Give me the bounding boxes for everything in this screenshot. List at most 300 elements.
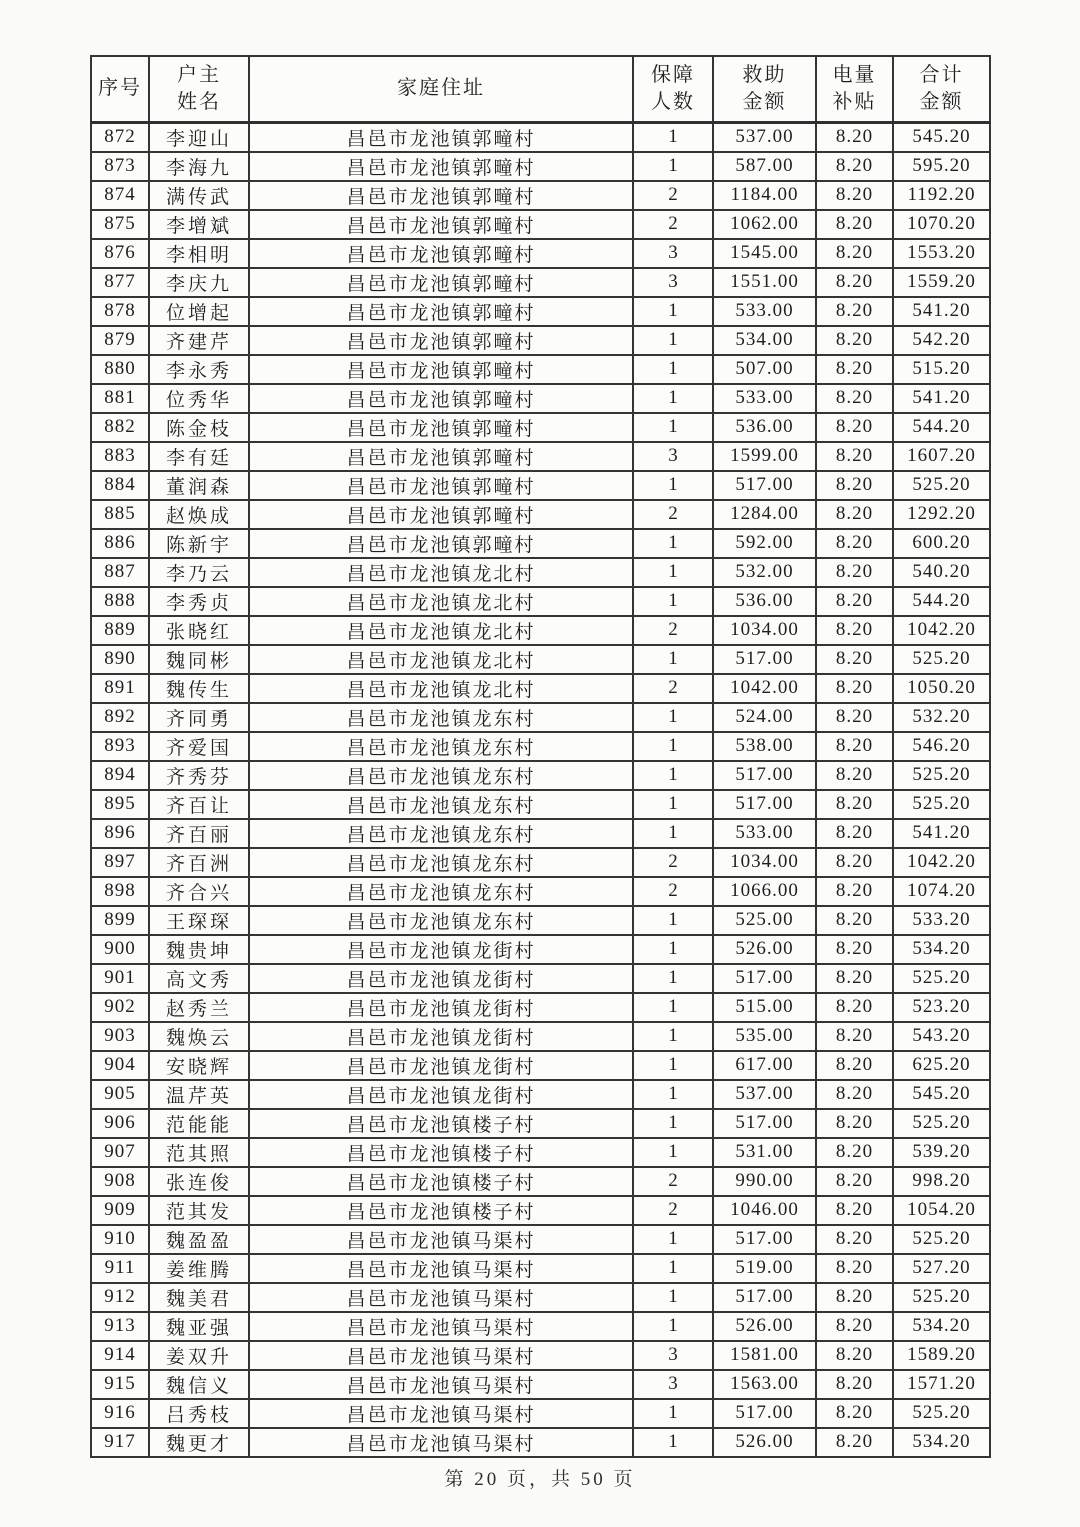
table-cell-index: 901 [91, 964, 149, 993]
table-cell-total: 1571.20 [893, 1370, 990, 1399]
table-cell-address: 昌邑市龙池镇郭疃村 [249, 210, 633, 239]
table-cell-persons: 1 [633, 1051, 713, 1080]
table-cell-persons: 1 [633, 935, 713, 964]
table-cell-name: 满传武 [149, 181, 249, 210]
table-cell-address: 昌邑市龙池镇郭疃村 [249, 297, 633, 326]
table-cell-subsidy: 8.20 [816, 442, 893, 471]
table-cell-address: 昌邑市龙池镇马渠村 [249, 1399, 633, 1428]
table-cell-persons: 2 [633, 1196, 713, 1225]
table-cell-persons: 2 [633, 616, 713, 645]
table-cell-persons: 1 [633, 1283, 713, 1312]
table-row [91, 1196, 990, 1225]
table-cell-name: 董润森 [149, 471, 249, 500]
table-cell-subsidy: 8.20 [816, 1312, 893, 1341]
table-cell-total: 525.20 [893, 790, 990, 819]
table-cell-total: 515.20 [893, 355, 990, 384]
table-cell-persons: 1 [633, 1312, 713, 1341]
table-cell-address: 昌邑市龙池镇龙街村 [249, 993, 633, 1022]
table-cell-address: 昌邑市龙池镇郭疃村 [249, 500, 633, 529]
table-cell-aid: 526.00 [713, 1312, 816, 1341]
table-cell-subsidy: 8.20 [816, 732, 893, 761]
column-header-persons: 保障 人数 [633, 56, 713, 122]
table-cell-name: 魏更才 [149, 1428, 249, 1457]
table-cell-address: 昌邑市龙池镇郭疃村 [249, 181, 633, 210]
table-cell-name: 魏同彬 [149, 645, 249, 674]
table-cell-index: 894 [91, 761, 149, 790]
table-cell-aid: 1046.00 [713, 1196, 816, 1225]
table-cell-index: 885 [91, 500, 149, 529]
table-cell-persons: 1 [633, 790, 713, 819]
table-cell-subsidy: 8.20 [816, 645, 893, 674]
table-cell-index: 874 [91, 181, 149, 210]
table-row [91, 674, 990, 703]
table-cell-subsidy: 8.20 [816, 355, 893, 384]
table-cell-aid: 1066.00 [713, 877, 816, 906]
table-cell-aid: 525.00 [713, 906, 816, 935]
table-cell-persons: 1 [633, 732, 713, 761]
table-row [91, 268, 990, 297]
table-row [91, 1225, 990, 1254]
table-row [91, 645, 990, 674]
table-row [91, 819, 990, 848]
table-cell-total: 525.20 [893, 1225, 990, 1254]
table-cell-name: 李乃云 [149, 558, 249, 587]
table-cell-persons: 2 [633, 181, 713, 210]
table-cell-name: 魏美君 [149, 1283, 249, 1312]
table-cell-total: 525.20 [893, 761, 990, 790]
table-cell-address: 昌邑市龙池镇龙街村 [249, 1080, 633, 1109]
table-cell-aid: 538.00 [713, 732, 816, 761]
table-cell-address: 昌邑市龙池镇郭疃村 [249, 326, 633, 355]
table-cell-subsidy: 8.20 [816, 616, 893, 645]
table-cell-aid: 1042.00 [713, 674, 816, 703]
table-cell-address: 昌邑市龙池镇马渠村 [249, 1341, 633, 1370]
table-cell-address: 昌邑市龙池镇龙北村 [249, 616, 633, 645]
table-cell-subsidy: 8.20 [816, 1138, 893, 1167]
table-cell-total: 534.20 [893, 1312, 990, 1341]
table-cell-total: 1074.20 [893, 877, 990, 906]
table-cell-aid: 990.00 [713, 1167, 816, 1196]
table-cell-index: 916 [91, 1399, 149, 1428]
table-header-row [91, 56, 990, 122]
table-cell-name: 魏盈盈 [149, 1225, 249, 1254]
table-cell-total: 525.20 [893, 645, 990, 674]
table-cell-persons: 1 [633, 529, 713, 558]
table-cell-aid: 1599.00 [713, 442, 816, 471]
table-row [91, 558, 990, 587]
table-cell-index: 903 [91, 1022, 149, 1051]
table-cell-persons: 1 [633, 1399, 713, 1428]
table-row [91, 1341, 990, 1370]
table-cell-persons: 1 [633, 1428, 713, 1457]
table-cell-name: 张晓红 [149, 616, 249, 645]
table-row [91, 993, 990, 1022]
table-cell-persons: 1 [633, 384, 713, 413]
table-row [91, 500, 990, 529]
table-cell-persons: 1 [633, 964, 713, 993]
table-cell-total: 525.20 [893, 1283, 990, 1312]
table-cell-aid: 517.00 [713, 761, 816, 790]
table-cell-aid: 592.00 [713, 529, 816, 558]
table-cell-name: 位秀华 [149, 384, 249, 413]
table-cell-name: 李相明 [149, 239, 249, 268]
table-cell-index: 897 [91, 848, 149, 877]
table-row [91, 1399, 990, 1428]
table-cell-address: 昌邑市龙池镇龙东村 [249, 848, 633, 877]
table-cell-address: 昌邑市龙池镇楼子村 [249, 1196, 633, 1225]
table-cell-address: 昌邑市龙池镇马渠村 [249, 1254, 633, 1283]
table-cell-persons: 1 [633, 993, 713, 1022]
table-cell-subsidy: 8.20 [816, 906, 893, 935]
table-cell-aid: 515.00 [713, 993, 816, 1022]
table-cell-index: 917 [91, 1428, 149, 1457]
table-cell-index: 881 [91, 384, 149, 413]
table-cell-address: 昌邑市龙池镇龙东村 [249, 906, 633, 935]
table-cell-index: 883 [91, 442, 149, 471]
column-header-total: 合计 金额 [893, 56, 990, 122]
table-cell-index: 892 [91, 703, 149, 732]
table-cell-name: 齐爱国 [149, 732, 249, 761]
table-body [91, 122, 990, 1457]
table-cell-total: 1070.20 [893, 210, 990, 239]
table-cell-name: 魏信义 [149, 1370, 249, 1399]
table-cell-name: 齐百洲 [149, 848, 249, 877]
table-cell-subsidy: 8.20 [816, 674, 893, 703]
table-row [91, 703, 990, 732]
table-cell-subsidy: 8.20 [816, 500, 893, 529]
table-cell-subsidy: 8.20 [816, 587, 893, 616]
table-row [91, 848, 990, 877]
table-cell-address: 昌邑市龙池镇郭疃村 [249, 413, 633, 442]
table-cell-persons: 1 [633, 355, 713, 384]
table-cell-aid: 526.00 [713, 1428, 816, 1457]
table-cell-subsidy: 8.20 [816, 935, 893, 964]
table-row [91, 471, 990, 500]
table-cell-aid: 1551.00 [713, 268, 816, 297]
table-cell-address: 昌邑市龙池镇龙东村 [249, 819, 633, 848]
table-cell-address: 昌邑市龙池镇龙街村 [249, 935, 633, 964]
table-cell-name: 齐建芹 [149, 326, 249, 355]
table-cell-total: 541.20 [893, 297, 990, 326]
table-cell-address: 昌邑市龙池镇龙街村 [249, 964, 633, 993]
table-cell-address: 昌邑市龙池镇郭疃村 [249, 384, 633, 413]
table-cell-aid: 533.00 [713, 819, 816, 848]
table-cell-name: 魏焕云 [149, 1022, 249, 1051]
table-cell-total: 545.20 [893, 1080, 990, 1109]
table-cell-aid: 531.00 [713, 1138, 816, 1167]
table-cell-address: 昌邑市龙池镇马渠村 [249, 1283, 633, 1312]
table-cell-aid: 536.00 [713, 587, 816, 616]
table-cell-aid: 537.00 [713, 1080, 816, 1109]
table-cell-persons: 1 [633, 1254, 713, 1283]
table-cell-name: 齐同勇 [149, 703, 249, 732]
table-cell-aid: 1563.00 [713, 1370, 816, 1399]
table-cell-aid: 617.00 [713, 1051, 816, 1080]
table-cell-persons: 1 [633, 761, 713, 790]
table-row [91, 122, 990, 152]
table-cell-subsidy: 8.20 [816, 239, 893, 268]
table-row [91, 239, 990, 268]
table-row [91, 964, 990, 993]
table-cell-subsidy: 8.20 [816, 1225, 893, 1254]
table-cell-total: 541.20 [893, 384, 990, 413]
table-row [91, 1283, 990, 1312]
table-cell-subsidy: 8.20 [816, 1051, 893, 1080]
table-cell-aid: 587.00 [713, 152, 816, 181]
table-cell-address: 昌邑市龙池镇郭疃村 [249, 122, 633, 152]
table-cell-address: 昌邑市龙池镇龙北村 [249, 587, 633, 616]
table-cell-subsidy: 8.20 [816, 1167, 893, 1196]
table-cell-total: 525.20 [893, 1109, 990, 1138]
table-cell-address: 昌邑市龙池镇龙街村 [249, 1051, 633, 1080]
table-cell-subsidy: 8.20 [816, 1283, 893, 1312]
table-cell-persons: 1 [633, 1022, 713, 1051]
table-cell-aid: 535.00 [713, 1022, 816, 1051]
table-cell-address: 昌邑市龙池镇龙北村 [249, 674, 633, 703]
table-cell-total: 1192.20 [893, 181, 990, 210]
table-cell-subsidy: 8.20 [816, 848, 893, 877]
table-cell-address: 昌邑市龙池镇龙东村 [249, 732, 633, 761]
table-cell-subsidy: 8.20 [816, 529, 893, 558]
table-cell-index: 877 [91, 268, 149, 297]
page-number-indicator: 第 20 页，共 50 页 [444, 1469, 636, 1490]
table-cell-index: 902 [91, 993, 149, 1022]
table-cell-address: 昌邑市龙池镇郭疃村 [249, 239, 633, 268]
table-cell-index: 895 [91, 790, 149, 819]
table-cell-index: 879 [91, 326, 149, 355]
table-cell-subsidy: 8.20 [816, 877, 893, 906]
table-cell-aid: 517.00 [713, 964, 816, 993]
table-cell-address: 昌邑市龙池镇郭疃村 [249, 152, 633, 181]
table-cell-aid: 532.00 [713, 558, 816, 587]
table-cell-subsidy: 8.20 [816, 152, 893, 181]
table-cell-name: 赵秀兰 [149, 993, 249, 1022]
table-cell-total: 1050.20 [893, 674, 990, 703]
table-cell-name: 齐百让 [149, 790, 249, 819]
table-cell-subsidy: 8.20 [816, 413, 893, 442]
table-cell-name: 魏传生 [149, 674, 249, 703]
table-cell-address: 昌邑市龙池镇马渠村 [249, 1312, 633, 1341]
table-cell-persons: 1 [633, 326, 713, 355]
table-cell-persons: 1 [633, 703, 713, 732]
table-cell-subsidy: 8.20 [816, 761, 893, 790]
table-cell-aid: 507.00 [713, 355, 816, 384]
table-row [91, 152, 990, 181]
table-row [91, 1167, 990, 1196]
table-row [91, 355, 990, 384]
table-cell-index: 904 [91, 1051, 149, 1080]
table-cell-index: 910 [91, 1225, 149, 1254]
table-row [91, 877, 990, 906]
table-cell-aid: 1034.00 [713, 616, 816, 645]
table-cell-name: 范其发 [149, 1196, 249, 1225]
table-cell-total: 546.20 [893, 732, 990, 761]
table-row [91, 1370, 990, 1399]
table-row [91, 761, 990, 790]
table-row [91, 181, 990, 210]
table-cell-persons: 1 [633, 587, 713, 616]
table-cell-total: 542.20 [893, 326, 990, 355]
table-cell-name: 赵焕成 [149, 500, 249, 529]
table-row [91, 529, 990, 558]
column-header-index: 序号 [91, 56, 149, 122]
table-cell-name: 李有廷 [149, 442, 249, 471]
table-cell-total: 1589.20 [893, 1341, 990, 1370]
table-cell-index: 872 [91, 122, 149, 152]
table-cell-persons: 2 [633, 848, 713, 877]
table-cell-address: 昌邑市龙池镇郭疃村 [249, 529, 633, 558]
table-cell-aid: 517.00 [713, 1283, 816, 1312]
table-cell-subsidy: 8.20 [816, 326, 893, 355]
table-cell-total: 534.20 [893, 935, 990, 964]
table-cell-subsidy: 8.20 [816, 122, 893, 152]
table-cell-subsidy: 8.20 [816, 1109, 893, 1138]
column-header-aid: 救助 金额 [713, 56, 816, 122]
table-cell-persons: 1 [633, 558, 713, 587]
table-cell-index: 900 [91, 935, 149, 964]
table-cell-subsidy: 8.20 [816, 181, 893, 210]
table-cell-address: 昌邑市龙池镇龙街村 [249, 1022, 633, 1051]
table-cell-name: 范其照 [149, 1138, 249, 1167]
table-cell-total: 595.20 [893, 152, 990, 181]
table-cell-total: 525.20 [893, 471, 990, 500]
table-cell-persons: 3 [633, 442, 713, 471]
table-cell-name: 齐合兴 [149, 877, 249, 906]
table-cell-subsidy: 8.20 [816, 210, 893, 239]
table-cell-persons: 1 [633, 471, 713, 500]
table-cell-subsidy: 8.20 [816, 268, 893, 297]
table-row [91, 587, 990, 616]
table-cell-index: 905 [91, 1080, 149, 1109]
table-cell-persons: 1 [633, 906, 713, 935]
table-cell-name: 范能能 [149, 1109, 249, 1138]
table-cell-address: 昌邑市龙池镇楼子村 [249, 1167, 633, 1196]
table-cell-aid: 1184.00 [713, 181, 816, 210]
table-cell-address: 昌邑市龙池镇龙北村 [249, 645, 633, 674]
table-cell-persons: 1 [633, 122, 713, 152]
table-cell-address: 昌邑市龙池镇龙东村 [249, 761, 633, 790]
table-cell-persons: 2 [633, 1167, 713, 1196]
table-cell-total: 527.20 [893, 1254, 990, 1283]
table-cell-index: 876 [91, 239, 149, 268]
table-cell-index: 882 [91, 413, 149, 442]
table-cell-persons: 1 [633, 645, 713, 674]
table-cell-persons: 3 [633, 268, 713, 297]
table-cell-total: 1559.20 [893, 268, 990, 297]
table-cell-name: 李增斌 [149, 210, 249, 239]
table-row [91, 1080, 990, 1109]
table-cell-name: 魏贵坤 [149, 935, 249, 964]
table-row [91, 210, 990, 239]
table-cell-aid: 517.00 [713, 471, 816, 500]
table-cell-name: 吕秀枝 [149, 1399, 249, 1428]
table-row [91, 935, 990, 964]
column-header-address: 家庭住址 [249, 56, 633, 122]
table-cell-total: 541.20 [893, 819, 990, 848]
table-cell-subsidy: 8.20 [816, 1196, 893, 1225]
table-cell-persons: 1 [633, 1080, 713, 1109]
table-cell-index: 875 [91, 210, 149, 239]
table-cell-subsidy: 8.20 [816, 790, 893, 819]
table-cell-subsidy: 8.20 [816, 1428, 893, 1457]
table-cell-subsidy: 8.20 [816, 819, 893, 848]
table-cell-index: 898 [91, 877, 149, 906]
table-cell-total: 525.20 [893, 964, 990, 993]
table-cell-persons: 1 [633, 413, 713, 442]
table-cell-subsidy: 8.20 [816, 558, 893, 587]
table-cell-subsidy: 8.20 [816, 1370, 893, 1399]
table-row [91, 906, 990, 935]
table-cell-total: 540.20 [893, 558, 990, 587]
table-row [91, 442, 990, 471]
table-cell-index: 906 [91, 1109, 149, 1138]
table-cell-index: 912 [91, 1283, 149, 1312]
table-cell-name: 姜双升 [149, 1341, 249, 1370]
table-cell-index: 886 [91, 529, 149, 558]
table-cell-subsidy: 8.20 [816, 1080, 893, 1109]
table-cell-total: 532.20 [893, 703, 990, 732]
table-cell-total: 625.20 [893, 1051, 990, 1080]
table-cell-aid: 526.00 [713, 935, 816, 964]
table-cell-name: 李秀贞 [149, 587, 249, 616]
table-cell-total: 533.20 [893, 906, 990, 935]
table-cell-index: 899 [91, 906, 149, 935]
table-cell-total: 525.20 [893, 1399, 990, 1428]
table-cell-aid: 533.00 [713, 384, 816, 413]
table-cell-aid: 517.00 [713, 1399, 816, 1428]
table-cell-subsidy: 8.20 [816, 1254, 893, 1283]
table-cell-address: 昌邑市龙池镇龙东村 [249, 703, 633, 732]
table-cell-address: 昌邑市龙池镇马渠村 [249, 1225, 633, 1254]
table-row [91, 384, 990, 413]
table-row [91, 326, 990, 355]
table-cell-name: 陈金枝 [149, 413, 249, 442]
table-cell-address: 昌邑市龙池镇郭疃村 [249, 355, 633, 384]
table-cell-persons: 3 [633, 1370, 713, 1399]
table-cell-name: 位增起 [149, 297, 249, 326]
table-cell-index: 884 [91, 471, 149, 500]
table-cell-index: 907 [91, 1138, 149, 1167]
table-cell-persons: 2 [633, 500, 713, 529]
table-cell-address: 昌邑市龙池镇马渠村 [249, 1370, 633, 1399]
table-cell-index: 890 [91, 645, 149, 674]
table-cell-index: 909 [91, 1196, 149, 1225]
table-cell-total: 544.20 [893, 413, 990, 442]
table-row [91, 297, 990, 326]
table-cell-total: 523.20 [893, 993, 990, 1022]
table-cell-aid: 517.00 [713, 645, 816, 674]
table-cell-total: 1054.20 [893, 1196, 990, 1225]
table-cell-aid: 536.00 [713, 413, 816, 442]
table-cell-total: 1042.20 [893, 616, 990, 645]
table-cell-persons: 2 [633, 674, 713, 703]
table-cell-name: 李庆九 [149, 268, 249, 297]
table-cell-address: 昌邑市龙池镇郭疃村 [249, 268, 633, 297]
table-cell-subsidy: 8.20 [816, 1341, 893, 1370]
table-cell-address: 昌邑市龙池镇郭疃村 [249, 471, 633, 500]
table-cell-name: 李迎山 [149, 122, 249, 152]
table-cell-subsidy: 8.20 [816, 384, 893, 413]
table-row [91, 790, 990, 819]
table-row [91, 1022, 990, 1051]
table-cell-address: 昌邑市龙池镇龙北村 [249, 558, 633, 587]
table-cell-total: 1042.20 [893, 848, 990, 877]
table-cell-aid: 1062.00 [713, 210, 816, 239]
table-cell-persons: 1 [633, 1225, 713, 1254]
table-cell-total: 544.20 [893, 587, 990, 616]
table-cell-index: 891 [91, 674, 149, 703]
table-cell-index: 896 [91, 819, 149, 848]
